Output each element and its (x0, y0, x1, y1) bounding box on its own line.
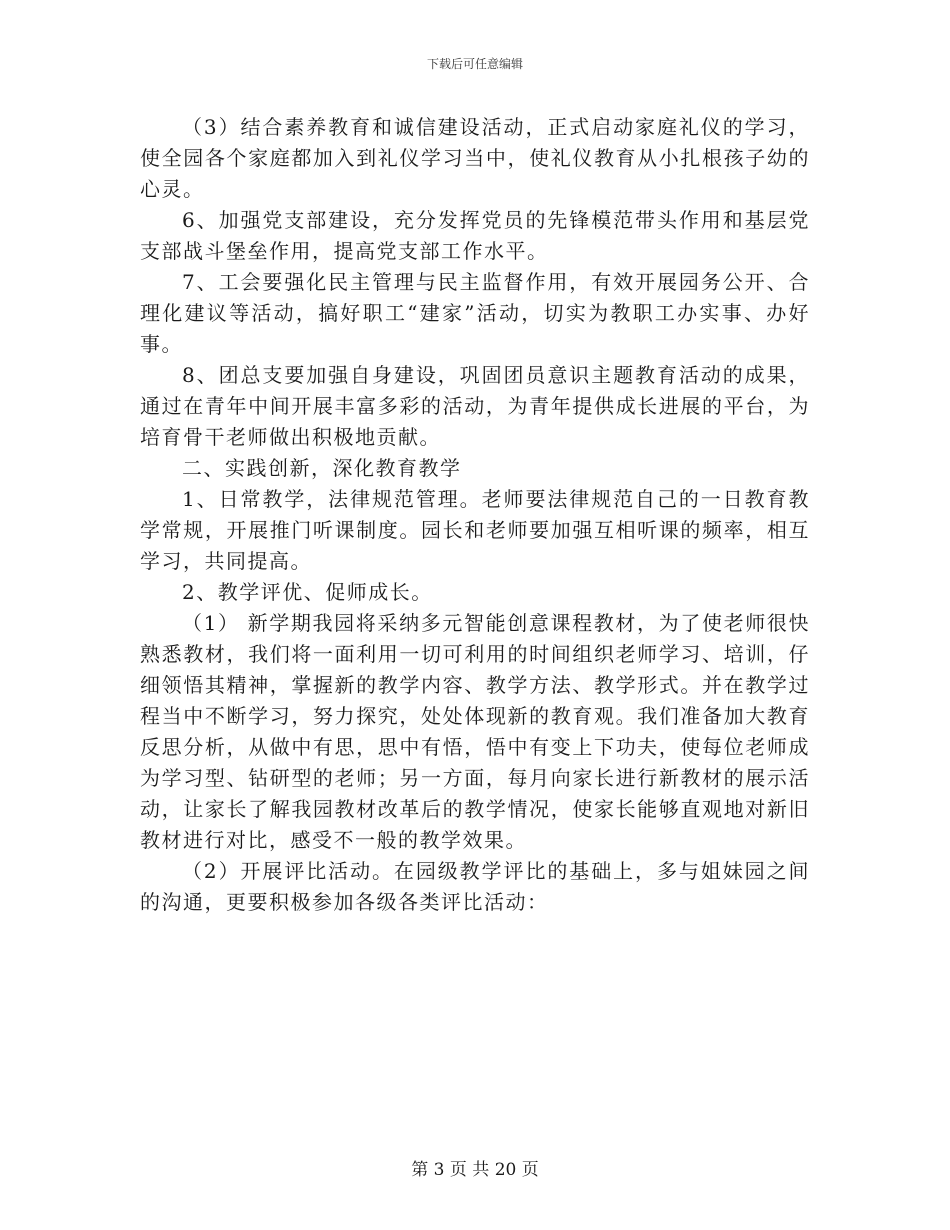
paragraph-1-daily-teaching: 1、日常教学，法律规范管理。老师要法律规范自己的一日教育教学常规，开展推门听课制度。园长和老师要加强互相听课的频率，相互学习，共同提高。 (140, 487, 810, 573)
paragraph-3-family-etiquette: （3）结合素养教育和诚信建设活动，正式启动家庭礼仪的学习，使全园各个家庭都加入到礼仪学习当中，使礼仪教育从小扎根孩子幼的心灵。 (140, 115, 810, 201)
paragraph-6-party-branch: 6、加强党支部建设，充分发挥党员的先锋模范带头作用和基层党支部战斗堡垒作用，提高党支部工作水平。 (140, 208, 810, 263)
paragraph-7-labor-union: 7、工会要强化民主管理与民主监督作用，有效开展园务公开、合理化建议等活动，搞好职工“建家”活动，切实为教职工办实事、办好事。 (140, 270, 810, 356)
paragraph-1-new-curriculum: （1） 新学期我园将采纳多元智能创意课程教材，为了使老师很快熟悉教材，我们将一面利用一切可利用的时间组织老师学习、培训，仔细领悟其精神，掌握新的教学内容、教学方法、教学形式。并在教学过程当中不断学习，努力探究，处处体现新的教育观。我们准备加大教育反思分析，从做中有思，思中有悟，悟中有变上下功夫，使每位老师成为学习型、钻研型的老师；另一方面，每月向家长进行新教材的展示活动，让家长了解我园教材改革后的教学情况，使家长能够直观地对新旧教材进行对比，感受不一般的教学效果。 (140, 611, 810, 852)
paragraph-2-teaching-evaluation: 2、教学评优、促师成长。 (182, 580, 433, 604)
paragraph-8-youth-league: 8、团总支要加强自身建设，巩固团员意识主题教育活动的成果，通过在青年中间开展丰富多彩的活动，为青年提供成长进展的平台，为培育骨干老师做出积极地贡献。 (140, 363, 810, 449)
page-number: 第 3 页 共 20 页 (411, 1160, 539, 1180)
paragraph-2-competition: （2）开展评比活动。在园级教学评比的基础上，多与姐妹园之间的沟通，更要积极参加各级各类评比活动： (140, 859, 810, 914)
section-heading-teaching: 二、实践创新，深化教育教学 (182, 456, 462, 480)
page-header: 下载后可任意编辑 (426, 57, 523, 71)
document-body (140, 112, 810, 918)
